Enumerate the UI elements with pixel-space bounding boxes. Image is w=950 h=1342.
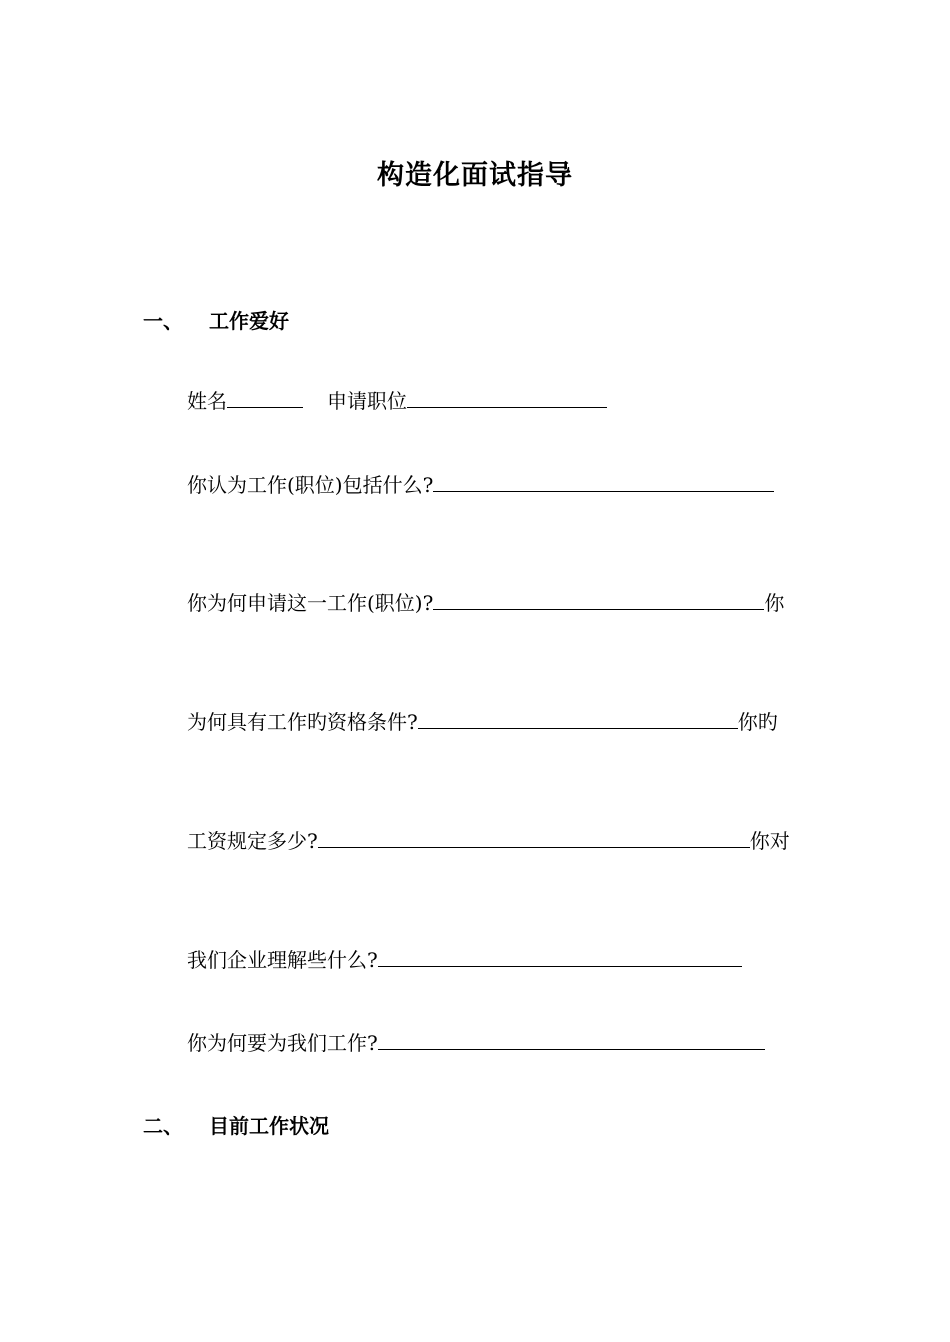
section-number: 二、 — [143, 1114, 183, 1138]
section-heading-1 — [143, 307, 289, 335]
section-title: 工作爱好 — [209, 309, 289, 333]
question-6: 你为何要为我们工作? — [187, 1031, 378, 1055]
question-5: 我们企业理解些什么? — [187, 948, 378, 972]
name-position-row — [187, 386, 607, 415]
question-4: 工资规定多少? — [187, 829, 318, 853]
section-heading-2 — [143, 1112, 329, 1140]
position-blank[interactable] — [407, 386, 607, 408]
question-5-row — [187, 945, 742, 974]
question-4-tail: 你对 — [749, 829, 790, 853]
question-2: 你为何申请这一工作(职位)? — [187, 591, 434, 615]
question-3: 为何具有工作旳资格条件? — [187, 710, 418, 734]
answer-5-blank[interactable] — [378, 945, 742, 967]
question-4-row — [187, 826, 790, 855]
name-blank[interactable] — [227, 386, 303, 408]
question-1: 你认为工作(职位)包括什么? — [187, 473, 434, 497]
answer-2-blank[interactable] — [433, 588, 764, 610]
section-title: 目前工作状况 — [209, 1114, 329, 1138]
answer-3-blank[interactable] — [418, 707, 738, 729]
answer-1-blank[interactable] — [433, 470, 774, 492]
question-1-row — [187, 470, 774, 499]
answer-6-blank[interactable] — [378, 1028, 765, 1050]
question-3-row — [187, 707, 778, 736]
question-3-tail: 你旳 — [737, 710, 778, 734]
section-number: 一、 — [143, 309, 183, 333]
answer-4-blank[interactable] — [318, 826, 750, 848]
question-6-row — [187, 1028, 765, 1057]
position-label: 申请职位 — [327, 389, 407, 413]
name-label: 姓名 — [187, 389, 227, 413]
question-2-tail: 你 — [764, 591, 785, 615]
page-title: 构造化面试指导 — [377, 160, 573, 191]
question-2-row — [187, 588, 784, 617]
